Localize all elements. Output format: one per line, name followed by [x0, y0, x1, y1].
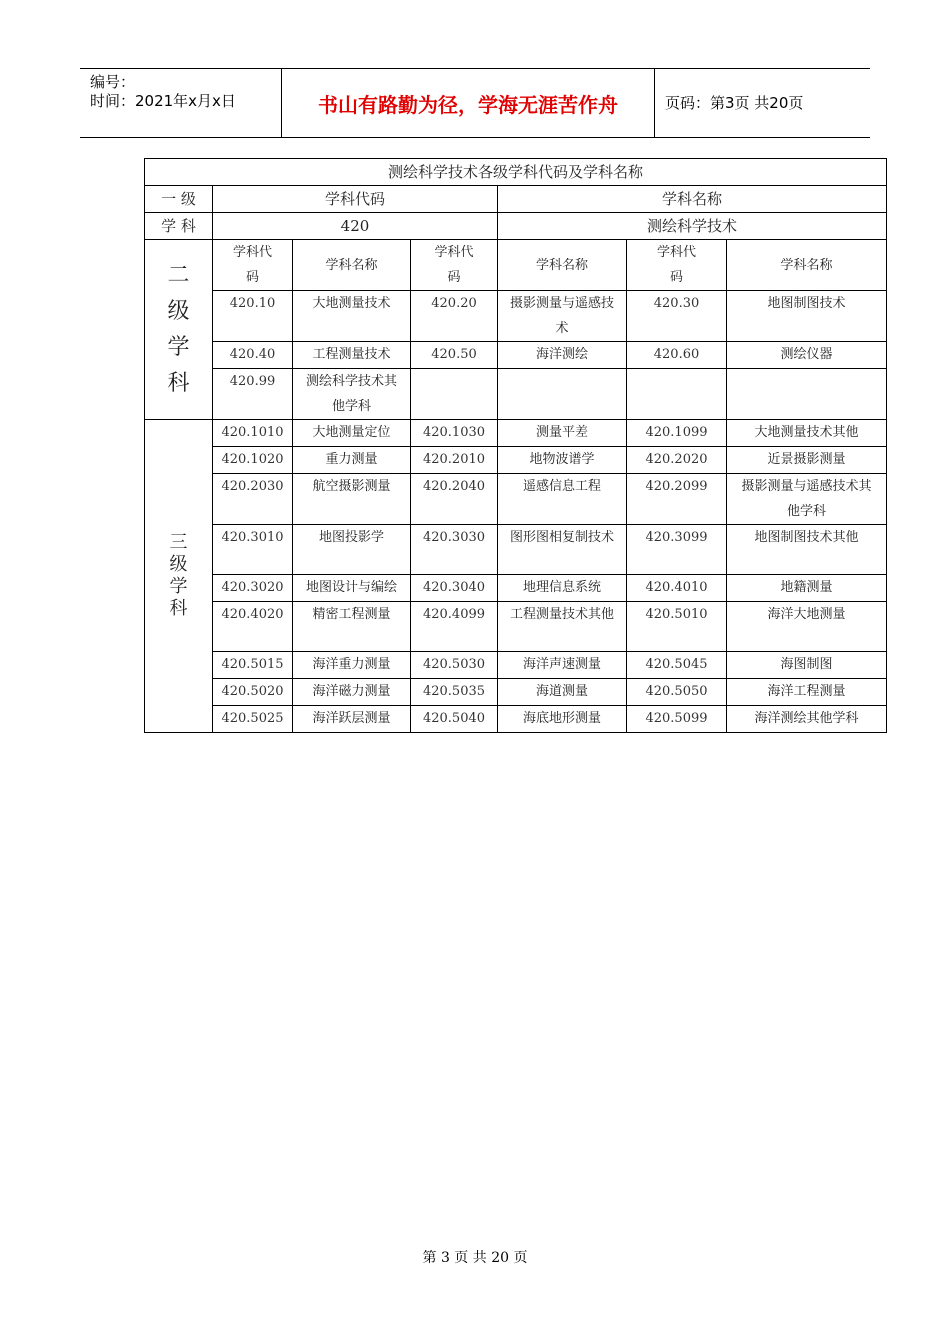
table-row — [145, 474, 887, 525]
level2-side-char: 级 — [167, 298, 190, 324]
subject-code: 420.3010 — [213, 525, 293, 575]
subject-name: 海图制图 — [727, 652, 887, 679]
level2-side-char: 科 — [167, 370, 190, 396]
page-footer: 第 3 页 共 20 页 — [422, 1250, 528, 1266]
subject-name: 大地测量技术 — [293, 291, 411, 342]
level3-side-char: 级 — [169, 554, 188, 575]
empty-cell — [727, 369, 887, 420]
header-meta — [80, 69, 281, 137]
subject-code: 420.2020 — [627, 447, 727, 474]
subject-name: 工程测量技术 — [293, 342, 411, 369]
subject-code: 420.1020 — [213, 447, 293, 474]
subject-code-table — [144, 158, 887, 733]
table-row — [145, 679, 887, 706]
empty-cell — [411, 369, 498, 420]
level3-side-label — [145, 420, 213, 733]
subject-code: 420.5030 — [411, 652, 498, 679]
subject-name: 遥感信息工程 — [498, 474, 627, 525]
subject-name: 地图投影学 — [293, 525, 411, 575]
table-row — [145, 602, 887, 652]
subject-code: 420.4010 — [627, 575, 727, 602]
subject-name: 地物波谱学 — [498, 447, 627, 474]
level2-side-char: 学 — [167, 334, 190, 360]
level1-name: 测绘科学技术 — [498, 213, 887, 240]
subject-code: 420.5035 — [411, 679, 498, 706]
subject-code: 420.1030 — [411, 420, 498, 447]
subject-name: 精密工程测量 — [293, 602, 411, 652]
time-label: 时间：2021年x月x日 — [90, 92, 236, 110]
subject-name: 地图设计与编绘 — [293, 575, 411, 602]
subject-code: 420.2030 — [213, 474, 293, 525]
subject-name: 大地测量定位 — [293, 420, 411, 447]
col-code-header: 学科代码 — [213, 240, 293, 291]
subject-code: 420.60 — [627, 342, 727, 369]
subject-name: 海洋工程测量 — [727, 679, 887, 706]
subject-name: 海洋重力测量 — [293, 652, 411, 679]
subject-name: 地图制图技术 — [727, 291, 887, 342]
subject-name: 海洋磁力测量 — [293, 679, 411, 706]
subject-code: 420.5015 — [213, 652, 293, 679]
subject-code: 420.99 — [213, 369, 293, 420]
col-code-header: 学科代码 — [627, 240, 727, 291]
subject-name: 工程测量技术其他 — [498, 602, 627, 652]
subject-code: 420.3030 — [411, 525, 498, 575]
subject-name: 地籍测量 — [727, 575, 887, 602]
subject-name: 大地测量技术其他 — [727, 420, 887, 447]
subject-name: 航空摄影测量 — [293, 474, 411, 525]
subject-name: 海洋声速测量 — [498, 652, 627, 679]
subject-code: 420.50 — [411, 342, 498, 369]
level1-label-b: 学 科 — [145, 213, 213, 240]
table-row — [145, 706, 887, 733]
subject-code: 420.2099 — [627, 474, 727, 525]
subject-code: 420.3099 — [627, 525, 727, 575]
subject-name: 海底地形测量 — [498, 706, 627, 733]
subject-code: 420.30 — [627, 291, 727, 342]
subject-code: 420.5025 — [213, 706, 293, 733]
subject-name: 海洋跃层测量 — [293, 706, 411, 733]
subject-name: 海洋测绘其他学科 — [727, 706, 887, 733]
table-row — [145, 525, 887, 575]
subject-name: 地理信息系统 — [498, 575, 627, 602]
level3-side-char: 学 — [169, 576, 188, 597]
subject-code: 420.5010 — [627, 602, 727, 652]
level1-name-header: 学科名称 — [498, 186, 887, 213]
table-title: 测绘科学技术各级学科代码及学科名称 — [145, 159, 887, 186]
subject-code: 420.2040 — [411, 474, 498, 525]
document-header — [80, 68, 870, 138]
col-name-header: 学科名称 — [293, 240, 411, 291]
subject-code: 420.4020 — [213, 602, 293, 652]
page-code: 页码：第3页 共20页 — [665, 94, 804, 112]
table-row — [145, 447, 887, 474]
subject-code: 420.5040 — [411, 706, 498, 733]
empty-cell — [498, 369, 627, 420]
subject-code: 420.2010 — [411, 447, 498, 474]
subject-code: 420.20 — [411, 291, 498, 342]
subject-code: 420.1010 — [213, 420, 293, 447]
subject-name: 海洋测绘 — [498, 342, 627, 369]
subject-name: 海洋大地测量 — [727, 602, 887, 652]
table-row — [145, 575, 887, 602]
col-name-header: 学科名称 — [498, 240, 627, 291]
level2-side-char: 二 — [167, 262, 190, 288]
level3-side-char: 科 — [169, 598, 188, 619]
table-row — [145, 342, 887, 369]
subject-code: 420.1099 — [627, 420, 727, 447]
subject-name: 摄影测量与遥感技术其他学科 — [727, 474, 887, 525]
subject-code: 420.5050 — [627, 679, 727, 706]
level3-side-char: 三 — [169, 532, 188, 553]
table-row — [145, 652, 887, 679]
subject-code: 420.40 — [213, 342, 293, 369]
motto: 书山有路勤为径，学海无涯苦作舟 — [281, 69, 655, 137]
table-row — [145, 291, 887, 342]
subject-name: 测绘仪器 — [727, 342, 887, 369]
subject-name: 摄影测量与遥感技术 — [498, 291, 627, 342]
level2-side-label — [145, 240, 213, 420]
level1-label-a: 一 级 — [145, 186, 213, 213]
level1-code: 420 — [213, 213, 498, 240]
subject-code: 420.5099 — [627, 706, 727, 733]
subject-code: 420.10 — [213, 291, 293, 342]
subject-name: 图形图相复制技术 — [498, 525, 627, 575]
empty-cell — [627, 369, 727, 420]
subject-code: 420.3020 — [213, 575, 293, 602]
subject-code: 420.3040 — [411, 575, 498, 602]
subject-name: 重力测量 — [293, 447, 411, 474]
subject-name: 地图制图技术其他 — [727, 525, 887, 575]
subject-code: 420.4099 — [411, 602, 498, 652]
subject-name: 海道测量 — [498, 679, 627, 706]
table-row — [145, 420, 887, 447]
subject-name: 测绘科学技术其他学科 — [293, 369, 411, 420]
number-label: 编号： — [90, 73, 136, 91]
subject-name: 近景摄影测量 — [727, 447, 887, 474]
level1-code-header: 学科代码 — [213, 186, 498, 213]
subject-code: 420.5020 — [213, 679, 293, 706]
table-row — [145, 369, 887, 420]
subject-name: 测量平差 — [498, 420, 627, 447]
col-code-header: 学科代码 — [411, 240, 498, 291]
subject-code: 420.5045 — [627, 652, 727, 679]
col-name-header: 学科名称 — [727, 240, 887, 291]
